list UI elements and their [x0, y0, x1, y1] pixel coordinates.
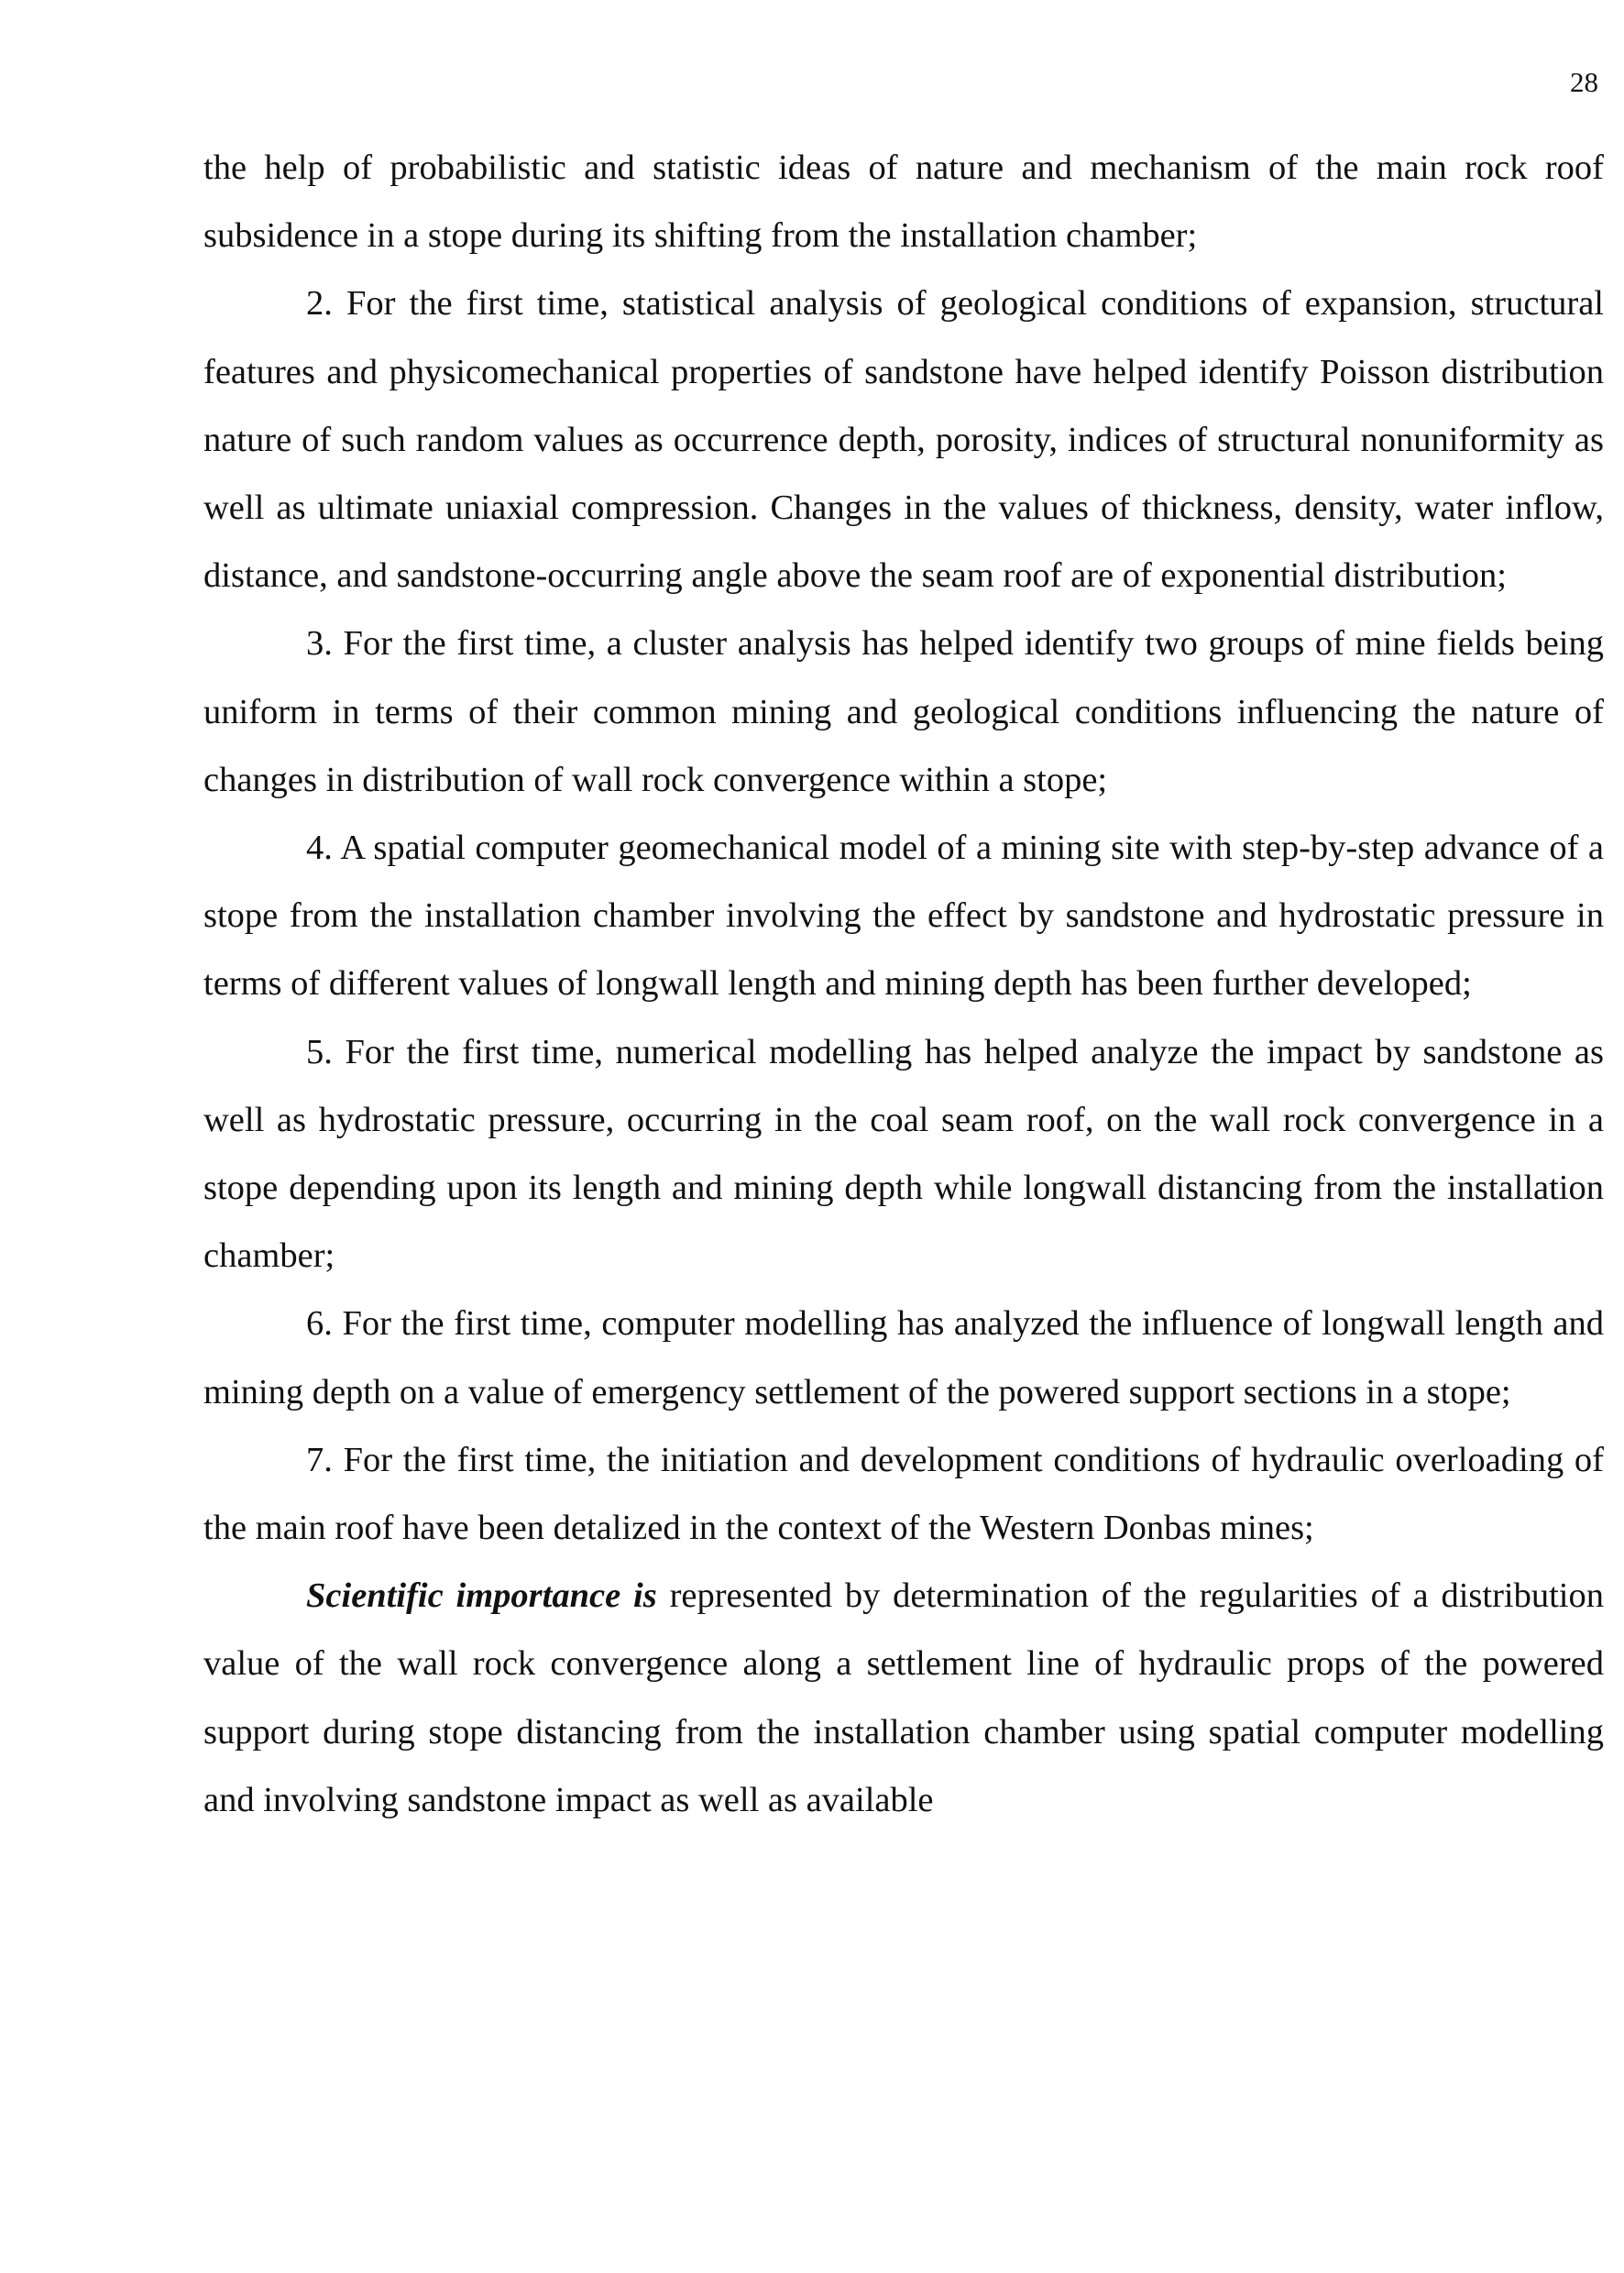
continuation-paragraph: the help of probabilistic and statistic ideas of nature and mechanism of the main rock roof subsidence in a stope during its shifting from the installation chamber; — [203, 148, 1604, 256]
body-text — [203, 134, 1604, 1834]
scientific-importance-heading: Scientific importance is — [306, 1576, 657, 1616]
novelty-item-4: 4. A spatial computer geomechanical model of a mining site with step-by-step advance of a stope from the installation chamber involving the effect by sandstone and hydrostatic pressure in terms of different values of longwall length and mining depth has been further developed; — [203, 829, 1604, 1004]
novelty-item-6: 6. For the first time, computer modelling has analyzed the influence of longwall length and mining depth on a value of emergency settlement of the powered support sections in a stope; — [203, 1304, 1604, 1411]
scientific-importance-text: represented by determination of the regularities of a distribution value of the wall rock convergence along a settlement line of hydraulic props of the powered support during stope distancing from the installation chamber using spatial computer modelling and involving sandstone impact as well as available — [203, 1576, 1604, 1819]
novelty-item-7: 7. For the first time, the initiation and development conditions of hydraulic overloading of the main roof have been detalized in the context of the Western Donbas mines; — [203, 1440, 1604, 1548]
novelty-item-3: 3. For the first time, a cluster analysis has helped identify two groups of mine fields being uniform in terms of their common mining and geological conditions influencing the nature of changes in distribution of wall rock convergence within a stope; — [203, 624, 1604, 799]
novelty-item-2: 2. For the first time, statistical analysis of geological conditions of expansion, structural features and physicomechanical properties of sandstone have helped identify Poisson distribution nature of such random values as occurrence depth, porosity, indices of structural nonuniformity as well as ultimate uniaxial compression. Changes in the values of thickness, density, water inflow, distance, and sandstone-occurring angle above the seam roof are of exponential distribution; — [203, 284, 1604, 596]
scientific-importance-paragraph — [203, 1562, 1604, 1834]
novelty-item-5: 5. For the first time, numerical modelling has helped analyze the impact by sandstone as well as hydrostatic pressure, occurring in the coal seam roof, on the wall rock convergence in a stope depending upon its length and mining depth while longwall distancing from the installation chamber; — [203, 1032, 1604, 1276]
page-number: 28 — [1570, 66, 1598, 98]
